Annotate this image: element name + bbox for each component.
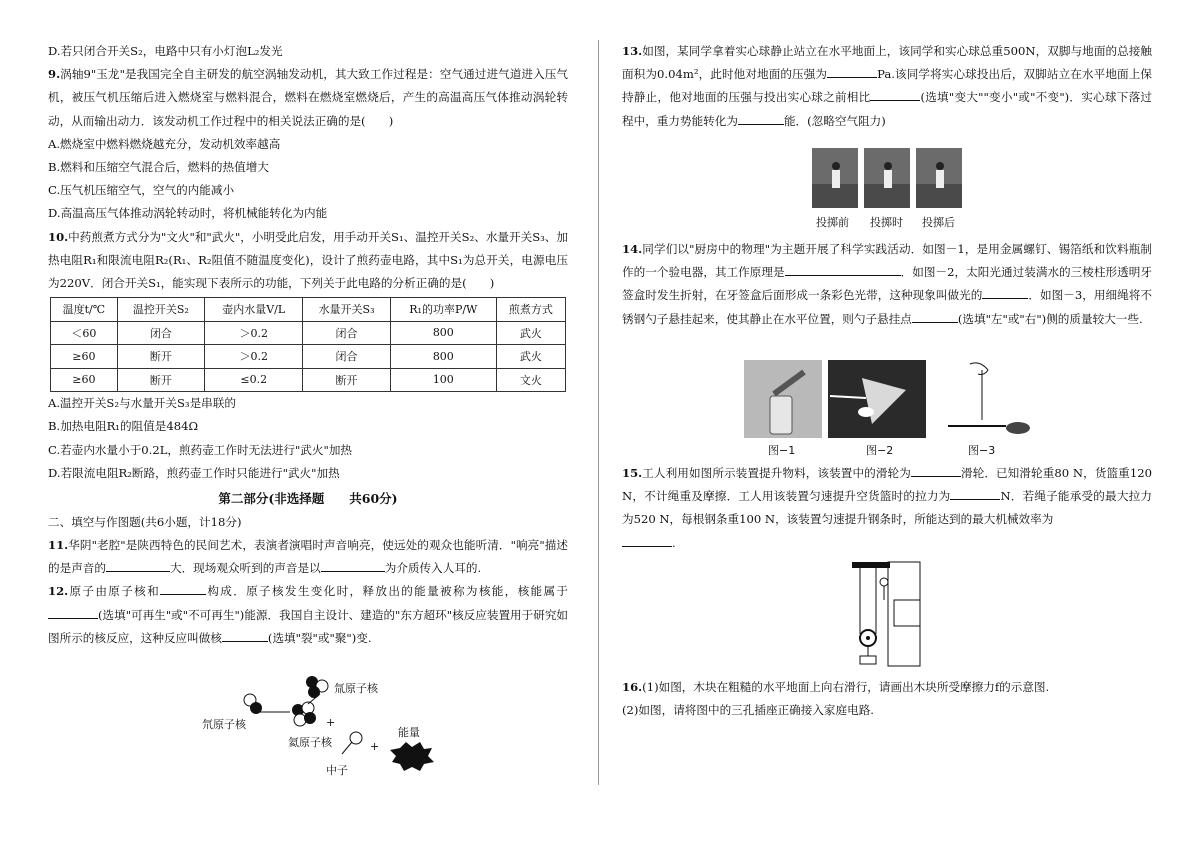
answer-blank[interactable] (911, 464, 961, 477)
question-number: 11. (48, 538, 69, 553)
question-text: (选填"左"或"右")侧的质量较大一些. (957, 311, 1143, 326)
throw-photos (812, 148, 962, 218)
proton-ball (308, 686, 320, 698)
answer-blank[interactable] (321, 559, 385, 572)
question-number: 9. (48, 67, 61, 82)
question-text: 构成．原子核发生变化时，释放出的能量被称为核能，核能属于 (206, 584, 568, 599)
pulley-svg (850, 560, 924, 670)
answer-blank[interactable] (870, 88, 920, 101)
question-number: 10. (48, 229, 69, 244)
left-column (48, 40, 568, 650)
question-text: N．若绳子能承受的最大拉力为520 N，每根钢条重100 N，该装置匀速提升钢条时，所能达到的最大机械效率为 (622, 489, 1152, 527)
q10-option-a: A.温控开关S₂与水量开关S₃是串联的 (48, 396, 236, 411)
question-stem: 涡轴9"玉龙"是我国完全自主研发的航空涡轴发动机，其大致工作过程是：空气通过进气道进入压气机，被压气机压缩后进入燃烧室与燃料混合，燃料在燃烧室燃烧后，产生的高温高压气体推动涡轮转动，从而输出动力．该发动机工作过程中的相关说法正确的是( ) (48, 67, 568, 128)
q10-option-d: D.若限流电阻R₂断路，煎药壶工作时只能进行"武火"加热 (48, 465, 340, 480)
answer-blank[interactable] (222, 629, 268, 642)
photo-caption: 投掷前 (816, 216, 849, 229)
q9-option-c: C.压气机压缩空气，空气的内能减小 (48, 183, 235, 198)
spoon-bowl (1006, 422, 1030, 434)
question-text: 华阴"老腔"是陕西特色的民间艺术，表演者演唱时声音响亮，使远处的观众也能听清．"响亮"描述的是声音的 (48, 538, 568, 576)
table-header-row (51, 298, 566, 322)
light-spot (858, 407, 874, 417)
table-cell: 断开 (117, 368, 204, 392)
worker-head (880, 578, 888, 586)
basket (860, 656, 876, 664)
table-cell: 闭合 (117, 321, 204, 345)
question-text: 能．(忽略空气阻力) (783, 113, 886, 128)
table-cell: 闭合 (303, 321, 390, 345)
question-11 (48, 534, 568, 580)
question-13 (622, 40, 1152, 133)
person-head (832, 162, 840, 170)
answer-blank[interactable] (982, 286, 1028, 299)
answer-blank[interactable] (160, 582, 206, 595)
neutron-ball (294, 714, 306, 726)
table-header: 水量开关S₃ (303, 298, 390, 322)
person-body (936, 170, 944, 188)
table-cell: ≤0.2 (205, 368, 303, 392)
table-cell: ＞0.2 (205, 321, 303, 345)
table-cell: 武火 (496, 345, 565, 369)
question-12 (48, 580, 568, 650)
answer-blank[interactable] (48, 606, 98, 619)
helium-label: 氦原子核 (288, 736, 332, 749)
answer-blank[interactable] (827, 65, 877, 78)
table-cell: 文火 (496, 368, 565, 392)
plus-sign: + (326, 716, 336, 729)
question-14-block (622, 238, 1152, 331)
person-body (884, 170, 892, 188)
question-text: 同学们以"厨房中的物理"为主题开展了科学实践活动．如图－1，是用金属螺钉、锡箔纸和饮料瓶制作的一个验电器，其工作原理是 (622, 242, 1152, 280)
question-text: 原子由原子核和 (68, 584, 160, 599)
question-text: 如图，某同学拿着实心球静止站立在水平地面上，该同学和实心球总重500N，双脚与地面的总接触面积为0.04m²，此时他对地面的压强为 (622, 44, 1152, 82)
part-two-title: 第二部分(非选择题 共60分) (218, 491, 398, 507)
question-number: 15. (622, 466, 643, 480)
table-cell: 800 (390, 321, 496, 345)
tritium-label: 氚原子核 (334, 682, 378, 695)
plus-sign: + (370, 740, 380, 753)
person-body (832, 170, 840, 188)
table-row (51, 321, 566, 345)
table-header: R₁的功率P/W (390, 298, 496, 322)
question-text: 工人利用如图所示装置提升物料，该装置中的滑轮为 (642, 466, 911, 480)
table-cell: ＞0.2 (205, 345, 303, 369)
table-cell: 断开 (117, 345, 204, 369)
function-table (50, 297, 566, 392)
table-header: 壶内水量V/L (205, 298, 303, 322)
answer-blank[interactable] (738, 112, 784, 125)
column-divider (598, 40, 599, 785)
photo-caption: 投掷后 (922, 216, 955, 229)
question-text: (1)如图，木块在粗糙的水平地面上向右滑行，请画出木块所受摩擦力f的示意图. (642, 680, 1050, 694)
section-heading: 二、填空与作图题(共6小题，计18分) (48, 515, 242, 530)
throw-photo-strip (812, 148, 962, 208)
bottle-shape (770, 396, 792, 434)
table-cell: 100 (390, 368, 496, 392)
question-text: ．如图－3，用细绳将不锈钢勺子悬挂起来，使其静止在水平位置，则勺子悬挂点 (622, 288, 1152, 326)
q9-option-a: A.燃烧室中燃料燃烧越充分，发动机效率越高 (48, 136, 281, 151)
answer-blank[interactable] (912, 310, 958, 323)
q14-figures (744, 360, 1034, 440)
table-row (51, 345, 566, 369)
table-cell: 闭合 (303, 345, 390, 369)
hand-shape (970, 363, 988, 375)
arrow-line (342, 742, 352, 754)
answer-blank[interactable] (622, 534, 672, 547)
answer-blank[interactable] (106, 559, 170, 572)
question-number: 16. (622, 680, 643, 694)
q9-option-d: D.高温高压气体推动涡轮转动时，将机械能转化为内能 (48, 206, 328, 221)
table-cell: 断开 (303, 368, 390, 392)
question-text: (选填"变大""变小"或"不变")．实心球下落过程中，重力势能转化为 (622, 90, 1152, 128)
person-head (936, 162, 944, 170)
table-row (51, 368, 566, 392)
question-text: 滑轮．已知滑轮重80 N，货篮重120 N，不计绳重及摩擦．工人用该装置匀速提升空货篮时的拉力为 (622, 466, 1152, 504)
table-cell: ≥60 (51, 368, 118, 392)
question-16 (622, 676, 1152, 699)
answer-blank[interactable] (785, 263, 901, 276)
figure-caption: 图−1 (768, 444, 796, 457)
energy-label: 能量 (398, 726, 420, 739)
question-10 (48, 226, 568, 296)
figure-caption: 图−2 (866, 444, 894, 457)
q14-figure-strip (744, 360, 1034, 440)
q9-option-b: B.燃料和压缩空气混合后，燃料的热值增大 (48, 160, 269, 175)
question-text: 为介质传入人耳的. (384, 561, 482, 576)
deuterium-label: 氘原子核 (202, 718, 246, 731)
pulley-figure (850, 560, 924, 670)
person-head (884, 162, 892, 170)
right-column (622, 40, 1152, 133)
question-text: . (672, 535, 676, 550)
wall-step (894, 600, 920, 626)
figure-caption: 图−3 (968, 444, 996, 457)
question-text: ．如图－2，太阳光通过装满水的三棱柱形透明牙签盒时发生折射，在牙签盒后面形成一条彩色光带，这种现象叫做光的 (622, 265, 1152, 303)
question-number: 13. (622, 44, 643, 58)
question-stem: 中药煎煮方式分为"文火"和"武火"，小明受此启发，用手动开关S₁、温控开关S₂、水量开关S₃、加热电阻R₁和限流电阻R₂(R₁、R₂阻值不随温度变化)，设计了煎药壶电路，其中S₁为总开关，电源电压为220V．闭合开关S₁，能实现下表所示的功能，下列关于此电路的分析正确的是( ) (48, 229, 568, 291)
energy-burst (390, 742, 434, 771)
question-15 (622, 462, 1152, 555)
fusion-diagram (190, 672, 460, 782)
table-cell: 800 (390, 345, 496, 369)
photo-caption: 投掷时 (870, 216, 903, 229)
question-16-part-2: (2)如图，请将图中的三孔插座正确接入家庭电路. (622, 703, 874, 718)
question-number: 14. (622, 242, 643, 256)
question-14 (622, 238, 1152, 331)
table-header: 温控开关S₂ (117, 298, 204, 322)
table-header: 煎煮方式 (496, 298, 565, 322)
question-16-block (622, 676, 1152, 722)
question-15-block (622, 462, 1152, 555)
q10-option-b: B.加热电阻R₁的阻值是484Ω (48, 419, 199, 434)
question-number: 12. (48, 584, 69, 599)
table-cell: ≥60 (51, 345, 118, 369)
answer-blank[interactable] (950, 487, 1000, 500)
question-text: Pa.该同学将实心球投出后，双脚站立在水平地面上保持静止，他对地面的压强与投出实心球之前相比 (622, 67, 1152, 105)
neutron-label: 中子 (326, 764, 348, 777)
table-cell: ＜60 (51, 321, 118, 345)
question-text: (选填"裂"或"聚")变. (267, 630, 372, 645)
table-cell: 武火 (496, 321, 565, 345)
pulley-axle (866, 636, 870, 640)
beam (852, 562, 890, 568)
question-text: (选填"可再生"或"不可再生")能源．我国自主设计、建造的"东方超环"核反应装置用于研究如图所示的核反应，这种反应叫做核 (48, 607, 569, 645)
q8-option-d: D.若只闭合开关S₂，电路中只有小灯泡L₂发光 (48, 44, 283, 58)
question-text: 大．现场观众听到的声音是以 (169, 561, 321, 576)
table-header: 温度t/℃ (51, 298, 118, 322)
question-9 (48, 63, 568, 133)
q10-option-c: C.若壶内水量小于0.2L，煎药壶工作时无法进行"武火"加热 (48, 442, 353, 457)
proton-ball (304, 712, 316, 724)
